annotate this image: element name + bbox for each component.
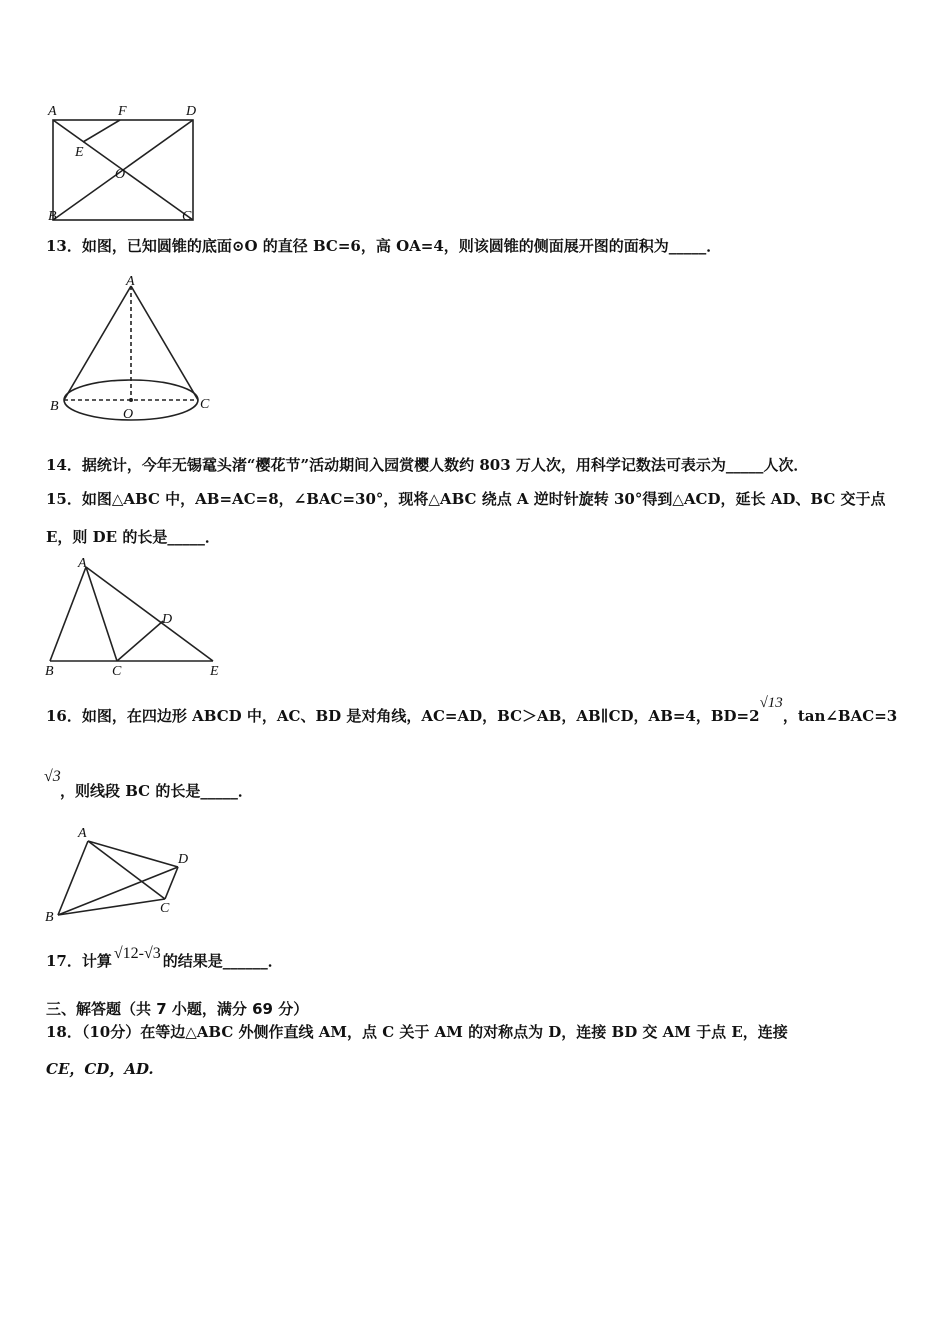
question-18-line1 — [46, 1022, 788, 1042]
label-b: B — [50, 399, 59, 414]
question-17 — [46, 945, 283, 972]
label-b: B — [48, 209, 57, 224]
question-text: 计算 — [81, 952, 112, 970]
segment-cd — [117, 621, 163, 661]
figure-cone — [42, 270, 222, 425]
question-number: 17． — [46, 952, 82, 970]
question-13 — [46, 236, 721, 256]
segment-bc — [58, 899, 165, 915]
segment-fe — [83, 120, 120, 142]
label-c: C — [182, 209, 192, 224]
segment-ac — [86, 567, 117, 661]
question-14 — [46, 455, 808, 475]
label-b: B — [45, 910, 54, 925]
question-15-line1 — [46, 489, 885, 509]
label-a: A — [78, 826, 87, 841]
label-o: O — [123, 407, 134, 422]
label-c: C — [112, 664, 122, 679]
segment-ae — [86, 567, 213, 661]
label-e: E — [210, 664, 219, 679]
sqrt-expression: √12-√3 — [113, 945, 161, 962]
figure-quadrilateral — [40, 822, 200, 927]
question-text: 如图，已知圆锥的底面⊙O 的直径 BC=6，高 OA=4，则该圆锥的侧面展开图的面积为_____． — [81, 237, 722, 255]
question-text: 据统计，今年无锡鼋头渚“樱花节”活动期间入园赏樱人数约 803 万人次，用科学记数法可表示为_____人次． — [81, 456, 809, 474]
label-c: C — [200, 397, 210, 412]
question-text-cont: ，则线段 BC 的长是_____． — [60, 782, 253, 800]
question-16-sqrt3 — [44, 766, 61, 787]
question-number: 15． — [46, 490, 82, 508]
figure-rectangle — [40, 98, 210, 228]
segment-ad — [88, 841, 178, 867]
center-point — [129, 398, 133, 402]
label-f: F — [118, 104, 127, 119]
question-16-line1 — [46, 695, 898, 727]
section-title: 三、解答题（共 7 小题，满分 69 分） — [46, 1000, 309, 1018]
question-number: 13． — [46, 237, 82, 255]
question-15-line2 — [46, 527, 220, 547]
question-text-cont: CE，CD，AD. — [46, 1060, 154, 1078]
label-e: E — [75, 145, 84, 160]
label-c: C — [160, 901, 170, 916]
question-number: 16． — [46, 707, 82, 725]
label-b: B — [45, 664, 54, 679]
label-a: A — [126, 274, 135, 289]
figure-triangle-rotation — [40, 555, 230, 680]
segment-ab — [58, 841, 88, 915]
label-a: A — [78, 556, 87, 571]
question-text-cont: 的结果是______． — [162, 952, 283, 970]
base-back-arc — [64, 380, 198, 400]
question-number: 18． — [46, 1023, 82, 1041]
label-a: A — [48, 104, 57, 119]
question-text: （10分）在等边△ABC 外侧作直线 AM，点 C 关于 AM 的对称点为 D，连接 BD 交 AM 于点 E，连接 — [81, 1023, 788, 1041]
question-number: 14． — [46, 456, 82, 474]
sqrt-3-formula: √3 — [44, 768, 61, 785]
label-o: O — [115, 167, 126, 182]
label-d: D — [162, 612, 173, 627]
question-18-line2 — [46, 1059, 154, 1079]
question-text-cont: E，则 DE 的长是_____． — [46, 528, 220, 546]
question-16-line2 — [60, 781, 253, 801]
question-text: 如图△ABC 中，AB=AC=8，∠BAC=30°，现将△ABC 绕点 A 逆时针旋转 30°得到△ACD，延长 AD、BC 交于点 — [81, 490, 886, 508]
label-d: D — [178, 852, 189, 867]
question-text: 如图，在四边形 ABCD 中，AC、BD 是对角线，AC=AD，BC＞AB，AB∥CD，AB=4，BD=2 — [81, 707, 760, 725]
segment-ab — [50, 567, 86, 661]
segment-ac — [88, 841, 165, 899]
label-d: D — [186, 104, 197, 119]
question-text-tan: ，tan∠BAC=3 — [782, 707, 898, 725]
sqrt-13-formula: √13 — [759, 695, 783, 711]
